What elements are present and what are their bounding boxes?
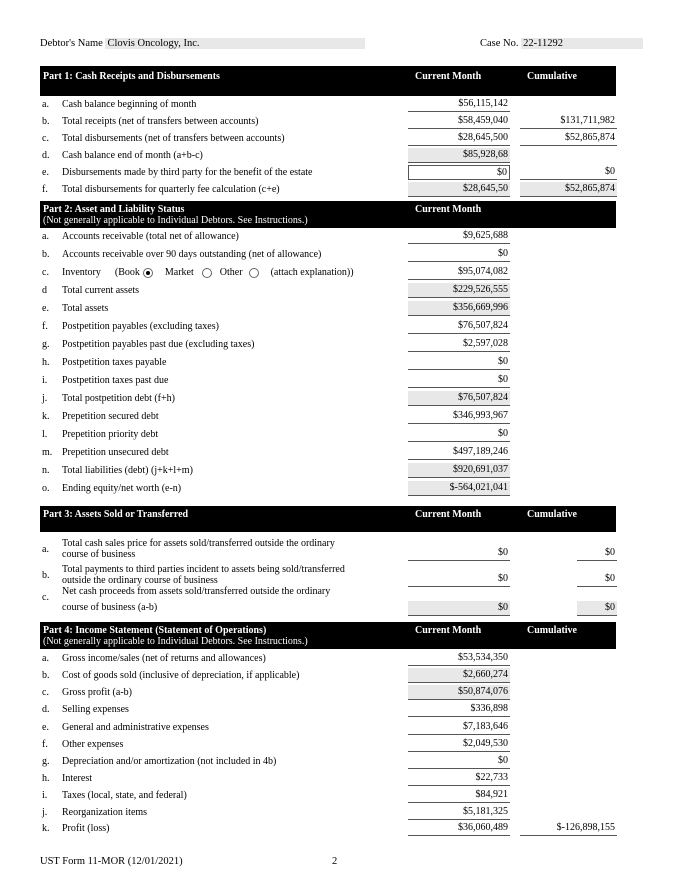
row-label: Total current assets xyxy=(62,285,140,296)
cumulative-field[interactable]: $52,865,874 xyxy=(520,131,617,146)
row-label-line2: outside the ordinary course of business xyxy=(62,575,218,586)
part4-row xyxy=(40,788,616,804)
part3-header xyxy=(40,506,616,532)
cumulative-field[interactable]: $131,711,982 xyxy=(520,114,617,129)
row-letter: a. xyxy=(42,653,49,664)
current-month-field[interactable]: $36,060,489 xyxy=(408,821,510,836)
row-label: Interest xyxy=(62,773,92,784)
current-month-field[interactable]: $9,625,688 xyxy=(408,229,510,244)
part4-row xyxy=(40,668,616,684)
part4-row xyxy=(40,771,616,787)
row-letter: j. xyxy=(42,393,48,404)
row-label: Postpetition taxes payable xyxy=(62,357,167,368)
row-letter: f. xyxy=(42,739,48,750)
current-month-field[interactable]: $84,921 xyxy=(408,788,510,803)
row-label: Cash balance beginning of month xyxy=(62,99,197,110)
debtor-name-line xyxy=(40,38,365,49)
current-month-field[interactable]: $28,645,500 xyxy=(408,131,510,146)
current-month-field[interactable]: $58,459,040 xyxy=(408,114,510,129)
part4-row xyxy=(40,821,616,837)
part2-row xyxy=(40,337,616,353)
row-letter: d. xyxy=(42,150,50,161)
debtor-label: Debtor's Name xyxy=(40,38,103,49)
part4-title: Part 4: Income Statement (Statement of Operations) xyxy=(43,625,267,636)
row-letter: e. xyxy=(42,167,49,178)
part1-col-cumulative: Cumulative xyxy=(527,71,577,82)
current-month-field[interactable]: $85,928,68 xyxy=(408,148,510,163)
row-label: Profit (loss) xyxy=(62,823,110,834)
attach-explanation-label: (attach explanation)) xyxy=(270,267,354,278)
current-month-field[interactable]: $2,660,274 xyxy=(408,668,510,683)
row-label: Prepetition unsecured debt xyxy=(62,447,169,458)
row-label: General and administrative expenses xyxy=(62,722,209,733)
case-number-field[interactable]: 22-11292 xyxy=(521,38,643,49)
market-radio[interactable] xyxy=(202,268,212,278)
row-label: Taxes (local, state, and federal) xyxy=(62,790,187,801)
book-label: (Book xyxy=(114,267,140,278)
part1-row xyxy=(40,131,616,147)
row-letter: c. xyxy=(42,133,49,144)
part2-row xyxy=(40,445,616,461)
part2-row xyxy=(40,409,616,425)
row-letter: l. xyxy=(42,429,48,440)
current-month-field[interactable]: $95,074,082 xyxy=(408,265,510,280)
row-label: Gross income/sales (net of returns and allowances) xyxy=(62,653,266,664)
cumulative-field[interactable]: $0 xyxy=(577,546,617,561)
current-month-field[interactable]: $53,534,350 xyxy=(408,651,510,666)
row-label-line1: Total payments to third parties incident to assets being sold/transferred xyxy=(62,564,345,575)
current-month-field[interactable]: $0 xyxy=(408,546,510,561)
part2-row xyxy=(40,265,616,281)
current-month-field[interactable]: $0 xyxy=(408,373,510,388)
row-label: Prepetition secured debt xyxy=(62,411,159,422)
part1-col-current: Current Month xyxy=(415,71,482,82)
part2-row xyxy=(40,373,616,389)
part3-title: Part 3: Assets Sold or Transferred xyxy=(43,509,189,520)
current-month-field[interactable]: $22,733 xyxy=(408,771,510,786)
row-letter: e. xyxy=(42,303,49,314)
current-month-field[interactable]: $229,526,555 xyxy=(408,283,510,298)
cumulative-field[interactable]: $-126,898,155 xyxy=(520,821,617,836)
row-letter: m. xyxy=(42,447,53,458)
row-letter: g. xyxy=(42,339,50,350)
row-letter: a. xyxy=(42,231,49,242)
row-letter: j. xyxy=(42,807,48,818)
row-label: Ending equity/net worth (e-n) xyxy=(62,483,182,494)
row-letter: i. xyxy=(42,790,48,801)
row-letter: b. xyxy=(42,570,50,581)
row-letter: k. xyxy=(42,823,50,834)
case-label: Case No. xyxy=(480,38,519,49)
part1-row xyxy=(40,114,616,130)
part4-row xyxy=(40,685,616,701)
row-letter: a. xyxy=(42,544,49,555)
row-letter: i. xyxy=(42,375,48,386)
row-letter: a. xyxy=(42,99,49,110)
part2-row xyxy=(40,301,616,317)
part2-row xyxy=(40,481,616,497)
part1-title: Part 1: Cash Receipts and Disbursements xyxy=(43,71,220,82)
part2-row xyxy=(40,391,616,407)
row-letter: b. xyxy=(42,116,50,127)
current-month-field[interactable]: $356,669,996 xyxy=(408,301,510,316)
row-label: Reorganization items xyxy=(62,807,148,818)
cumulative-field[interactable]: $52,865,874 xyxy=(520,182,617,197)
part4-row xyxy=(40,651,616,667)
part3-row xyxy=(40,538,616,564)
case-number-line xyxy=(480,38,643,49)
current-month-field[interactable]: $56,115,142 xyxy=(408,97,510,112)
row-label: Total disbursements for quarterly fee calculation (c+e) xyxy=(62,184,280,195)
row-letter: h. xyxy=(42,773,50,784)
current-month-field[interactable]: $76,507,824 xyxy=(408,319,510,334)
row-letter: f. xyxy=(42,184,48,195)
part1-row xyxy=(40,182,616,198)
row-label: Cash balance end of month (a+b-c) xyxy=(62,150,203,161)
cumulative-field[interactable]: $0 xyxy=(577,572,617,587)
row-letter: o. xyxy=(42,483,50,494)
row-label: Selling expenses xyxy=(62,704,129,715)
part2-header xyxy=(40,201,616,228)
current-month-field[interactable]: $0 xyxy=(408,572,510,587)
current-month-field[interactable]: $-564,021,041 xyxy=(408,481,510,496)
current-month-field[interactable]: $920,691,037 xyxy=(408,463,510,478)
row-label: Accounts receivable (total net of allowance) xyxy=(62,231,239,242)
row-label-line1: Net cash proceeds from assets sold/transferred outside the ordinary xyxy=(62,586,331,597)
row-letter: h. xyxy=(42,357,50,368)
row-letter: c. xyxy=(42,687,49,698)
part3-col-cumulative: Cumulative xyxy=(527,509,577,520)
part2-row xyxy=(40,283,616,299)
current-month-field[interactable]: $28,645,50 xyxy=(408,182,510,197)
current-month-field[interactable]: $2,597,028 xyxy=(408,337,510,352)
other-label: Other xyxy=(219,267,243,278)
part1-header xyxy=(40,66,616,96)
market-label: Market xyxy=(164,267,194,278)
row-label: Cost of goods sold (inclusive of depreciation, if applicable) xyxy=(62,670,300,681)
row-label: Prepetition priority debt xyxy=(62,429,159,440)
row-letter: c. xyxy=(42,592,49,603)
part4-header xyxy=(40,622,616,649)
part2-row xyxy=(40,427,616,443)
row-letter: b. xyxy=(42,249,50,260)
part2-subtitle: (Not generally applicable to Individual Debtors. See Instructions.) xyxy=(43,215,308,226)
row-label: Total disbursements (net of transfers between accounts) xyxy=(62,133,285,144)
part4-col-current: Current Month xyxy=(415,625,482,636)
row-label: Postpetition taxes past due xyxy=(62,375,169,386)
row-label: Gross profit (a-b) xyxy=(62,687,132,698)
part2-row xyxy=(40,229,616,245)
part3-row xyxy=(40,588,616,614)
row-letter: c. xyxy=(42,267,49,278)
current-month-field[interactable]: $0 xyxy=(408,355,510,370)
row-label-line1: Total cash sales price for assets sold/transferred outside the ordinary xyxy=(62,538,335,549)
part4-row xyxy=(40,720,616,736)
row-label: Accounts receivable over 90 days outstanding (net of allowance) xyxy=(62,249,322,260)
part4-col-cumulative: Cumulative xyxy=(527,625,577,636)
part2-row xyxy=(40,355,616,371)
current-month-field[interactable]: $346,993,967 xyxy=(408,409,510,424)
part3-col-current: Current Month xyxy=(415,509,482,520)
row-letter: k. xyxy=(42,411,50,422)
row-label: Total liabilities (debt) (j+k+l+m) xyxy=(62,465,193,476)
row-label-line2: course of business (a-b) xyxy=(62,602,158,613)
row-letter: g. xyxy=(42,756,50,767)
current-month-field[interactable]: $0 xyxy=(408,601,510,616)
current-month-field[interactable]: $0 xyxy=(408,165,510,180)
row-letter: d. xyxy=(42,704,50,715)
current-month-field[interactable]: $336,898 xyxy=(408,702,510,717)
row-letter: f. xyxy=(42,321,48,332)
part4-row xyxy=(40,805,616,821)
part2-row xyxy=(40,247,616,263)
current-month-field[interactable]: $5,181,325 xyxy=(408,805,510,820)
part4-row xyxy=(40,702,616,718)
current-month-field[interactable]: $7,183,646 xyxy=(408,720,510,735)
part1-row xyxy=(40,165,616,181)
row-letter: e. xyxy=(42,722,49,733)
row-letter: b. xyxy=(42,670,50,681)
part1-row xyxy=(40,148,616,164)
current-month-field[interactable]: $2,049,530 xyxy=(408,737,510,752)
row-label: Disbursements made by third party for the benefit of the estate xyxy=(62,167,313,178)
row-label: Other expenses xyxy=(62,739,124,750)
part4-subtitle: (Not generally applicable to Individual Debtors. See Instructions.) xyxy=(43,636,308,647)
part2-col-current: Current Month xyxy=(415,204,482,215)
row-label: Postpetition payables (excluding taxes) xyxy=(62,321,219,332)
cumulative-field[interactable]: $0 xyxy=(577,601,617,616)
part4-row xyxy=(40,754,616,770)
part1-row xyxy=(40,97,616,113)
debtor-name-field[interactable]: Clovis Oncology, Inc. xyxy=(105,38,365,49)
inventory-line xyxy=(62,267,354,278)
part2-row xyxy=(40,319,616,335)
current-month-field[interactable]: $0 xyxy=(408,754,510,769)
inventory-label: Inventory xyxy=(62,267,101,278)
row-label: Total receipts (net of transfers between accounts) xyxy=(62,116,259,127)
page-number: 2 xyxy=(332,856,338,867)
row-label: Depreciation and/or amortization (not included in 4b) xyxy=(62,756,277,767)
current-month-field[interactable]: $50,874,076 xyxy=(408,685,510,700)
row-letter: d xyxy=(42,285,47,296)
row-letter: n. xyxy=(42,465,50,476)
row-label: Postpetition payables past due (excluding taxes) xyxy=(62,339,255,350)
cumulative-field[interactable]: $0 xyxy=(520,165,617,180)
part4-row xyxy=(40,737,616,753)
current-month-field[interactable]: $0 xyxy=(408,247,510,262)
current-month-field[interactable]: $497,189,246 xyxy=(408,445,510,460)
current-month-field[interactable]: $0 xyxy=(408,427,510,442)
part2-row xyxy=(40,463,616,479)
form-number: UST Form 11-MOR (12/01/2021) xyxy=(40,856,183,867)
row-label: Total assets xyxy=(62,303,109,314)
other-radio[interactable] xyxy=(249,268,259,278)
row-label: Total postpetition debt (f+h) xyxy=(62,393,175,404)
current-month-field[interactable]: $76,507,824 xyxy=(408,391,510,406)
row-label-line2: course of business xyxy=(62,549,136,560)
part2-title: Part 2: Asset and Liability Status xyxy=(43,204,185,215)
book-radio[interactable] xyxy=(143,268,153,278)
